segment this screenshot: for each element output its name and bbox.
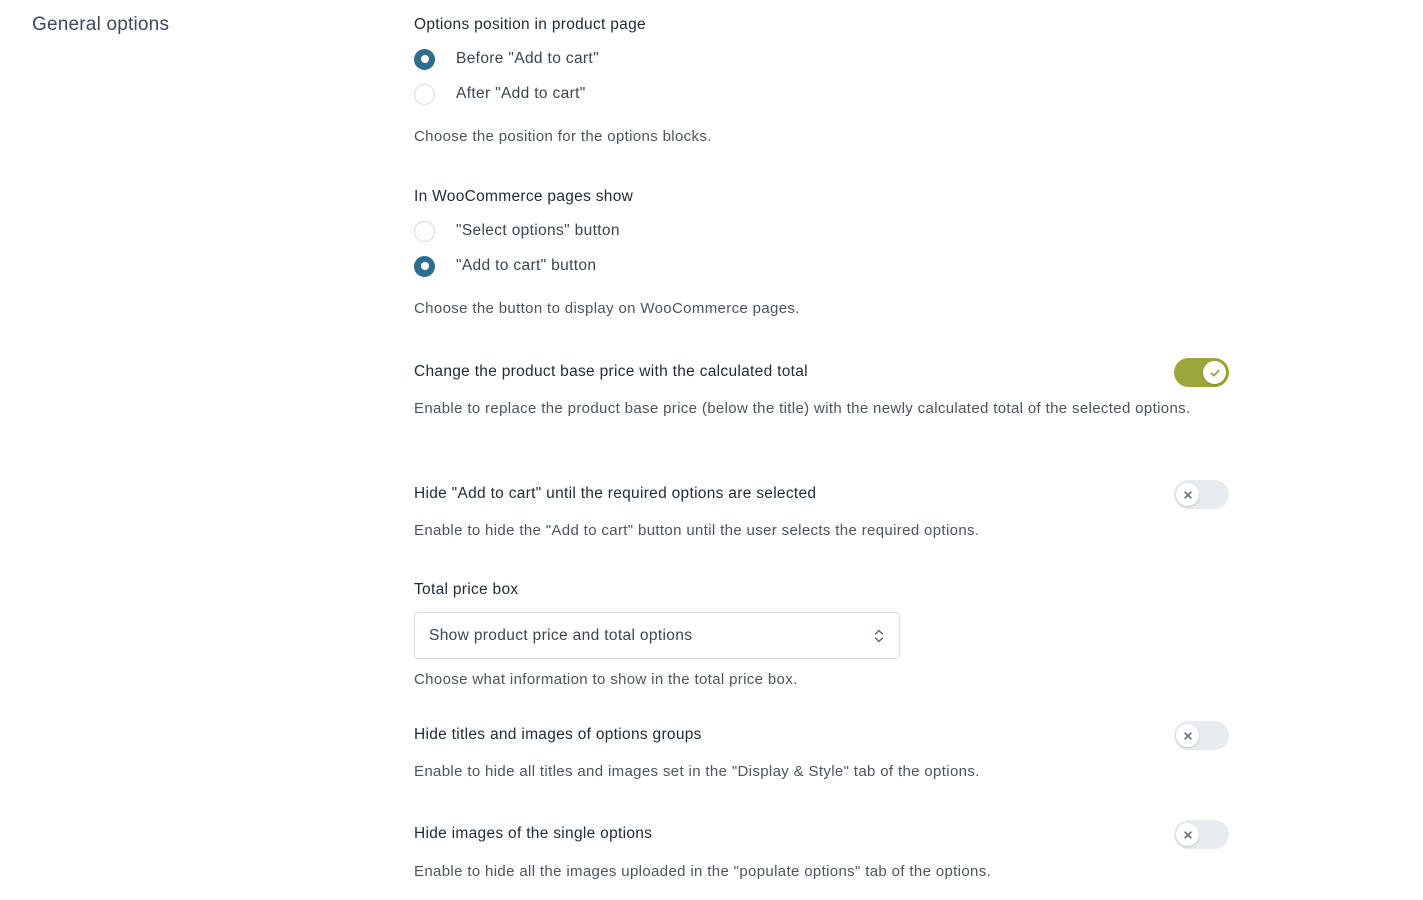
- radio-before-add-to-cart[interactable]: [414, 47, 599, 71]
- radio-unchecked-icon[interactable]: [414, 84, 435, 105]
- radio-label: "Add to cart" button: [456, 257, 597, 274]
- options-position-label: Options position in product page: [414, 16, 646, 33]
- radio-after-add-to-cart[interactable]: [414, 82, 586, 106]
- hide-single-images-label: Hide images of the single options: [414, 825, 653, 842]
- hide-single-images-toggle[interactable]: [1174, 820, 1229, 849]
- hide-group-titles-description: Enable to hide all titles and images set in the "Display & Style" tab of the options.: [414, 763, 980, 780]
- hide-group-titles-label: Hide titles and images of options groups: [414, 726, 702, 743]
- total-price-box-select[interactable]: [414, 612, 900, 659]
- hide-add-to-cart-description: Enable to hide the "Add to cart" button until the user selects the required options.: [414, 522, 980, 539]
- x-icon: [1183, 830, 1193, 840]
- toggle-knob: [1176, 724, 1199, 747]
- toggle-knob: [1176, 483, 1199, 506]
- options-position-description: Choose the position for the options blocks.: [414, 128, 712, 145]
- radio-label: After "Add to cart": [456, 85, 586, 102]
- check-icon: [1209, 367, 1221, 379]
- radio-label: Before "Add to cart": [456, 50, 599, 67]
- radio-add-to-cart-button[interactable]: [414, 254, 596, 278]
- change-base-price-description: Enable to replace the product base price (below the title) with the newly calculated total of the selected options.: [414, 400, 1191, 417]
- change-base-price-toggle[interactable]: [1174, 358, 1229, 387]
- radio-checked-icon[interactable]: [414, 49, 435, 70]
- change-base-price-label: Change the product base price with the calculated total: [414, 363, 808, 380]
- hide-single-images-description: Enable to hide all the images uploaded in the "populate options" tab of the options.: [414, 863, 992, 880]
- chevron-up-down-icon: [873, 628, 885, 644]
- total-price-box-label: Total price box: [414, 581, 519, 598]
- radio-label: "Select options" button: [456, 222, 620, 239]
- hide-add-to-cart-label: Hide "Add to cart" until the required options are selected: [414, 485, 817, 502]
- x-icon: [1183, 490, 1193, 500]
- hide-add-to-cart-toggle[interactable]: [1174, 480, 1229, 509]
- x-icon: [1183, 731, 1193, 741]
- radio-select-options-button[interactable]: [414, 219, 620, 243]
- total-price-box-description: Choose what information to show in the total price box.: [414, 671, 798, 688]
- section-title: General options: [32, 14, 170, 35]
- hide-group-titles-toggle[interactable]: [1174, 721, 1229, 750]
- radio-checked-icon[interactable]: [414, 256, 435, 277]
- woocommerce-pages-label: In WooCommerce pages show: [414, 188, 634, 205]
- toggle-knob: [1176, 823, 1199, 846]
- radio-unchecked-icon[interactable]: [414, 221, 435, 242]
- select-value: Show product price and total options: [429, 626, 693, 644]
- woocommerce-pages-description: Choose the button to display on WooCommerce pages.: [414, 300, 800, 317]
- toggle-knob: [1203, 361, 1226, 384]
